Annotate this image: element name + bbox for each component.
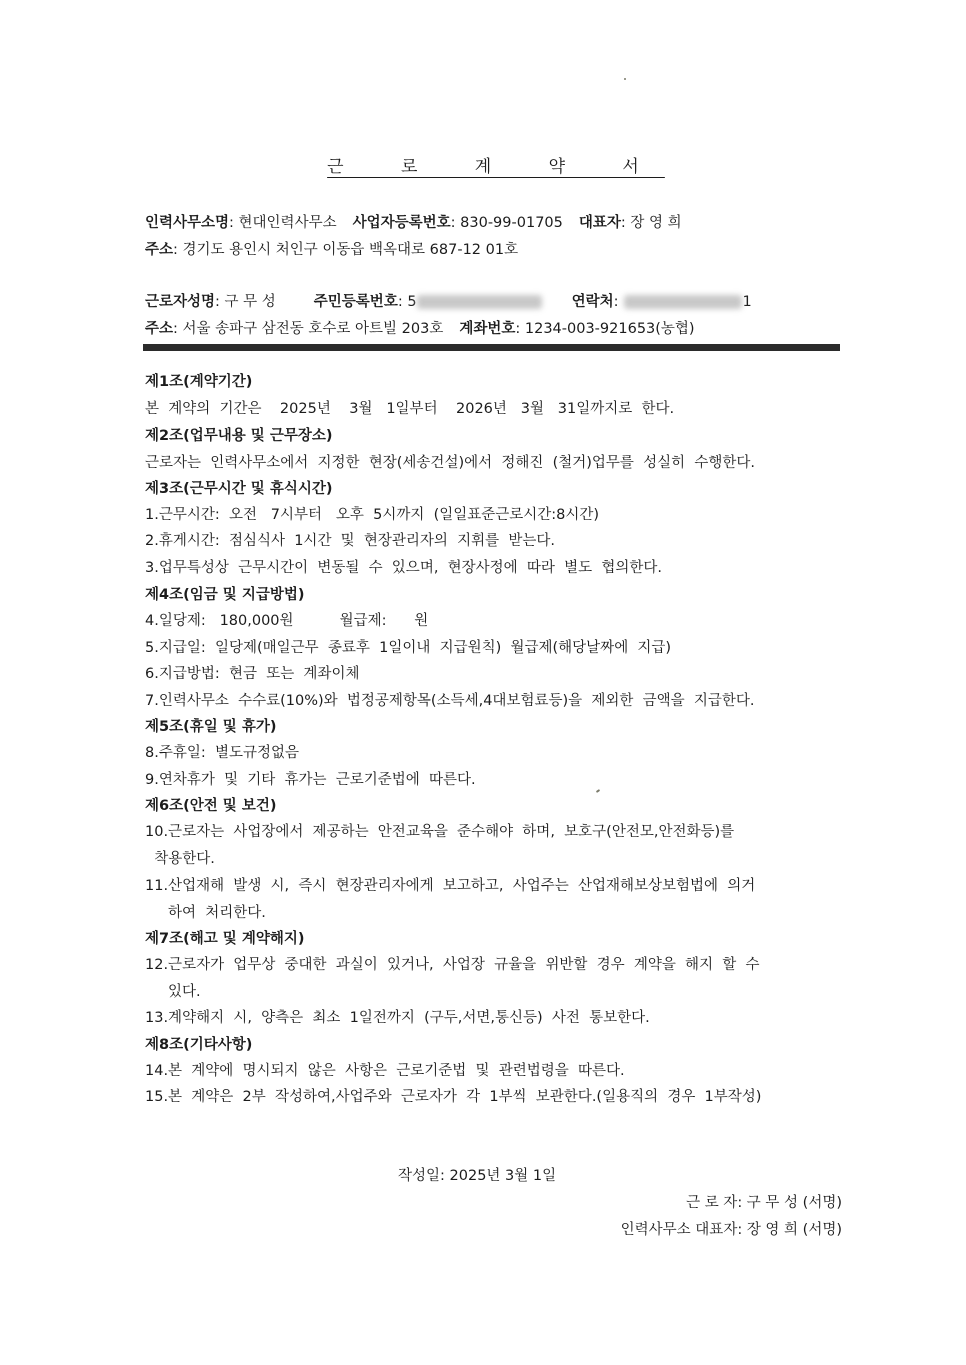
business-reg-value: : 830-99-01705 xyxy=(450,215,563,231)
article-heading: 제6조(안전 및 보건) xyxy=(145,798,277,814)
article-line: 11.산업재해 발생 시, 즉시 현장관리자에게 보고하고, 사업주는 산업재해보상보험법에 의거 xyxy=(145,878,756,894)
business-reg-label: 사업자등록번호 xyxy=(352,215,451,231)
worker-address-value: : 서울 송파구 삼전동 호수로 아트빌 203호 xyxy=(173,321,444,337)
scan-speck xyxy=(596,789,600,793)
article-line: 10.근로자는 사업장에서 제공하는 안전교육을 준수해야 하며, 보호구(안전모,안전화등)를 xyxy=(145,824,735,840)
article-line: 하여 처리한다. xyxy=(145,905,266,921)
resident-id-label: 주민등록번호 xyxy=(313,294,398,310)
document-title: 근 로 계 약 서 xyxy=(327,157,665,177)
article-line: 착용한다. xyxy=(145,851,215,867)
office-address-value: : 경기도 용인시 처인구 이동읍 백옥대로 687-12 01호 xyxy=(173,242,519,258)
scan-speck xyxy=(624,78,626,80)
article-heading: 제7조(해고 및 계약해지) xyxy=(145,931,305,947)
article-heading: 제8조(기타사항) xyxy=(145,1037,253,1053)
contact-value: : xyxy=(613,294,619,310)
article-line: 1.근무시간: 오전 7시부터 오후 5시까지 (일일표준근로시간:8시간) xyxy=(145,507,600,523)
worker-name-value: : 구 무 성 xyxy=(215,294,276,310)
representative-label: 대표자 xyxy=(578,215,621,231)
office-name-value: : 현대인력사무소 xyxy=(229,215,337,231)
worker-signature-line: 근 로 자: 구 무 성 (서명) xyxy=(686,1195,842,1211)
account-label: 계좌번호 xyxy=(459,321,516,337)
redacted-resident-id xyxy=(417,295,542,309)
article-line: 8.주휴일: 별도규정없음 xyxy=(145,745,300,761)
article-line: 15.본 계약은 2부 작성하여,사업주와 근로자가 각 1부씩 보관한다.(일용직의 경우 1부작성) xyxy=(145,1089,762,1105)
resident-id-value: : 5 xyxy=(397,294,417,310)
written-date: 작성일: 2025년 3월 1일 xyxy=(398,1168,557,1184)
article-heading: 제3조(근무시간 및 휴식시간) xyxy=(145,481,333,497)
contact-tail: 1 xyxy=(742,294,752,310)
article-line: 12.근로자가 업무상 중대한 과실이 있거나, 사업장 규율을 위반할 경우 계약을 해지 할 수 xyxy=(145,957,760,973)
worker-info-row xyxy=(145,290,752,311)
article-line: 7.인력사무소 수수료(10%)와 법정공제항목(소득세,4대보험료등)을 제외한 금액을 지급한다. xyxy=(145,693,755,709)
article-line: 9.연차휴가 및 기타 휴가는 근로기준법에 따른다. xyxy=(145,772,476,788)
office-name-label: 인력사무소명 xyxy=(145,215,230,231)
article-line: 5.지급일: 일당제(매일근무 종료후 1일이내 지급원칙) 월급제(해당날짜에 지급) xyxy=(145,640,672,656)
account-value: : 1234-003-921653(농협) xyxy=(515,321,695,337)
header-divider xyxy=(143,344,840,351)
article-heading: 제1조(계약기간) xyxy=(145,374,253,390)
article-line: 근로자는 인력사무소에서 지정한 현장(세송건설)에서 정해진 (철거)업무를 성실히 수행한다. xyxy=(145,455,756,471)
contact-label: 연락처 xyxy=(571,294,614,310)
redacted-contact xyxy=(624,295,742,309)
office-address-label: 주소 xyxy=(145,242,174,258)
representative-value: : 장 영 희 xyxy=(620,215,682,231)
article-line: 6.지급방법: 현금 또는 계좌이체 xyxy=(145,666,360,682)
article-line: 13.계약해지 시, 양측은 최소 1일전까지 (구두,서면,통신등) 사전 통보한다. xyxy=(145,1010,650,1026)
worker-address-label: 주소 xyxy=(145,321,174,337)
worker-name-label: 근로자성명 xyxy=(145,294,216,310)
article-line: 본 계약의 기간은 2025년 3월 1일부터 2026년 3월 31일까지로 한다. xyxy=(145,401,675,417)
worker-address-row xyxy=(145,317,695,338)
office-info-row xyxy=(145,211,682,232)
representative-signature-line: 인력사무소 대표자: 장 영 희 (서명) xyxy=(620,1222,842,1238)
article-line: 3.업무특성상 근무시간이 변동될 수 있으며, 현장사정에 따라 별도 협의한다. xyxy=(145,560,663,576)
article-line: 14.본 계약에 명시되지 않은 사항은 근로기준법 및 관련법령을 따른다. xyxy=(145,1063,625,1079)
article-line: 있다. xyxy=(145,984,201,1000)
article-line: 4.일당제: 180,000원 월급제: 원 xyxy=(145,613,429,629)
office-address-row xyxy=(145,238,518,259)
article-heading: 제5조(휴일 및 휴가) xyxy=(145,719,277,735)
article-heading: 제2조(업무내용 및 근무장소) xyxy=(145,428,333,444)
article-heading: 제4조(임금 및 지급방법) xyxy=(145,587,305,603)
article-line: 2.휴게시간: 점심식사 1시간 및 현장관리자의 지휘를 받는다. xyxy=(145,533,556,549)
